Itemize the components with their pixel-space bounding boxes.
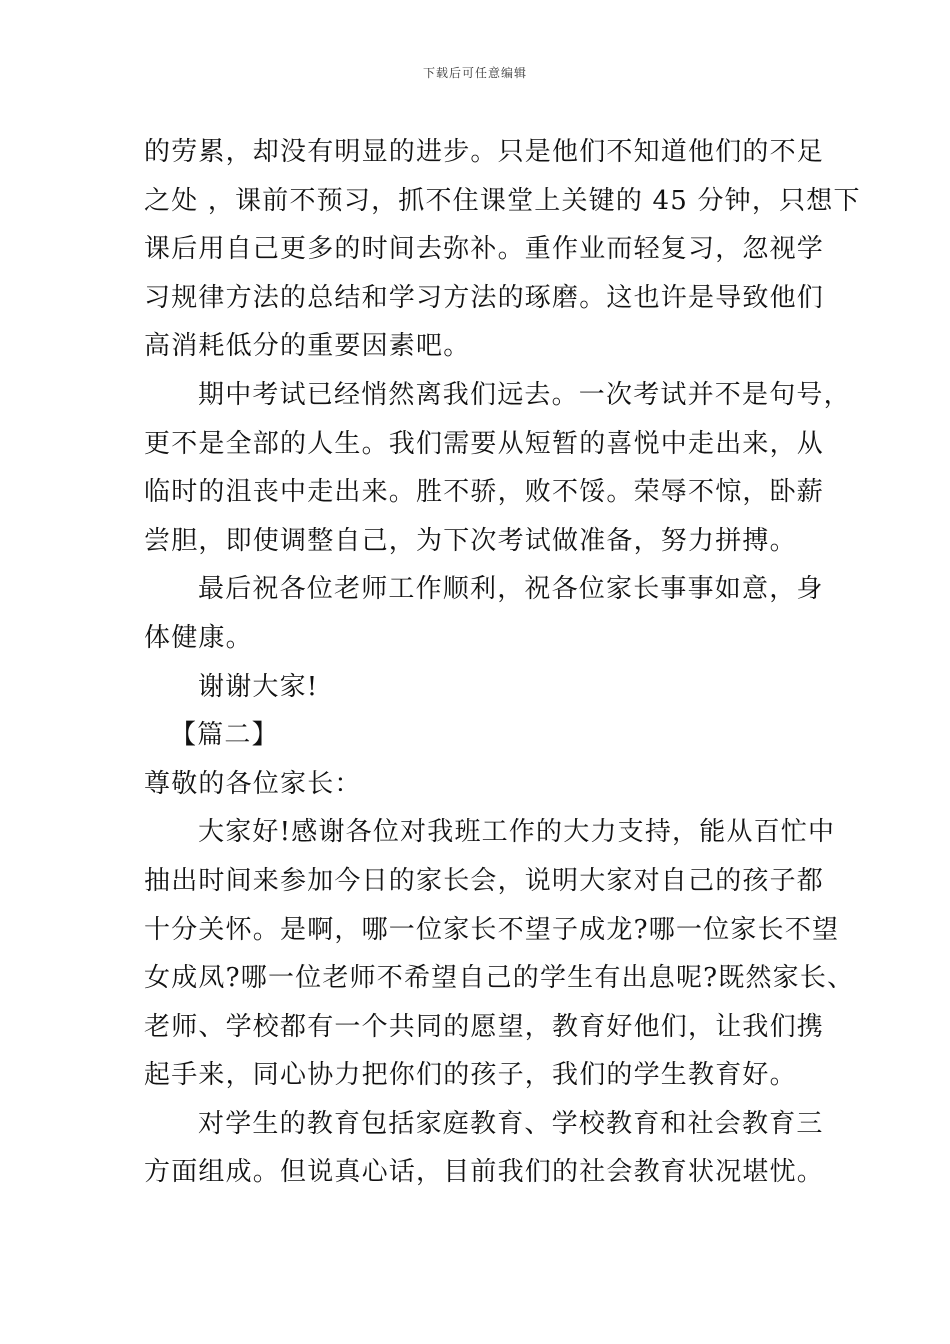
text-line: 的劳累，却没有明显的进步。只是他们不知道他们的不足 bbox=[144, 137, 825, 167]
text-line: 对学生的教育包括家庭教育、学校教育和社会教育三 bbox=[198, 1108, 824, 1139]
text-line: 女成凤?哪一位老师不希望自己的学生有出息呢?既然家长、 bbox=[144, 963, 855, 994]
text-line: 抽出时间来参加今日的家长会，说明大家对自己的孩子都 bbox=[144, 865, 825, 896]
text-line: 方面组成。但说真心话，目前我们的社会教育状况堪忧。 bbox=[144, 1157, 825, 1188]
text-line: 课后用自己更多的时间去弥补。重作业而轻复习，忽视学 bbox=[144, 234, 825, 265]
text-line: 最后祝各位老师工作顺利，祝各位家长事事如意，身 bbox=[198, 574, 824, 605]
text-line: 十分关怀。是啊，哪一位家长不望子成龙?哪一位家长不望 bbox=[144, 914, 840, 945]
text-line: 尊敬的各位家长： bbox=[144, 768, 362, 799]
document-body bbox=[144, 128, 861, 1197]
text-line: 老师、学校都有一个共同的愿望，教育好他们，让我们携 bbox=[144, 1011, 825, 1042]
text-line: 更不是全部的人生。我们需要从短暂的喜悦中走出来，从 bbox=[144, 428, 825, 459]
text-line: 尝胆，即使调整自己，为下次考试做准备，努力拼搏。 bbox=[144, 525, 797, 556]
text-line: 起手来，同心协力把你们的孩子，我们的学生教育好。 bbox=[144, 1060, 797, 1091]
text-line: 【篇二】 bbox=[170, 720, 279, 751]
text-line: 习规律方法的总结和学习方法的琢磨。这也许是导致他们 bbox=[144, 282, 825, 313]
text-line: 期中考试已经悄然离我们远去。一次考试并不是句号， bbox=[198, 379, 851, 410]
text-line: 之处 ，课前不预习，抓不住课堂上关键的 45 分钟，只想下 bbox=[144, 185, 861, 216]
text-line: 大家好!感谢各位对我班工作的大力支持，能从百忙中 bbox=[198, 817, 836, 848]
text-line: 谢谢大家! bbox=[198, 671, 319, 702]
text-line: 高消耗低分的重要因素吧。 bbox=[144, 331, 471, 362]
text-line: 临时的沮丧中走出来。胜不骄，败不馁。荣辱不惊，卧薪 bbox=[144, 477, 825, 508]
text-line: 体健康。 bbox=[144, 622, 253, 653]
page-header: 下载后可任意编辑 bbox=[422, 66, 527, 80]
